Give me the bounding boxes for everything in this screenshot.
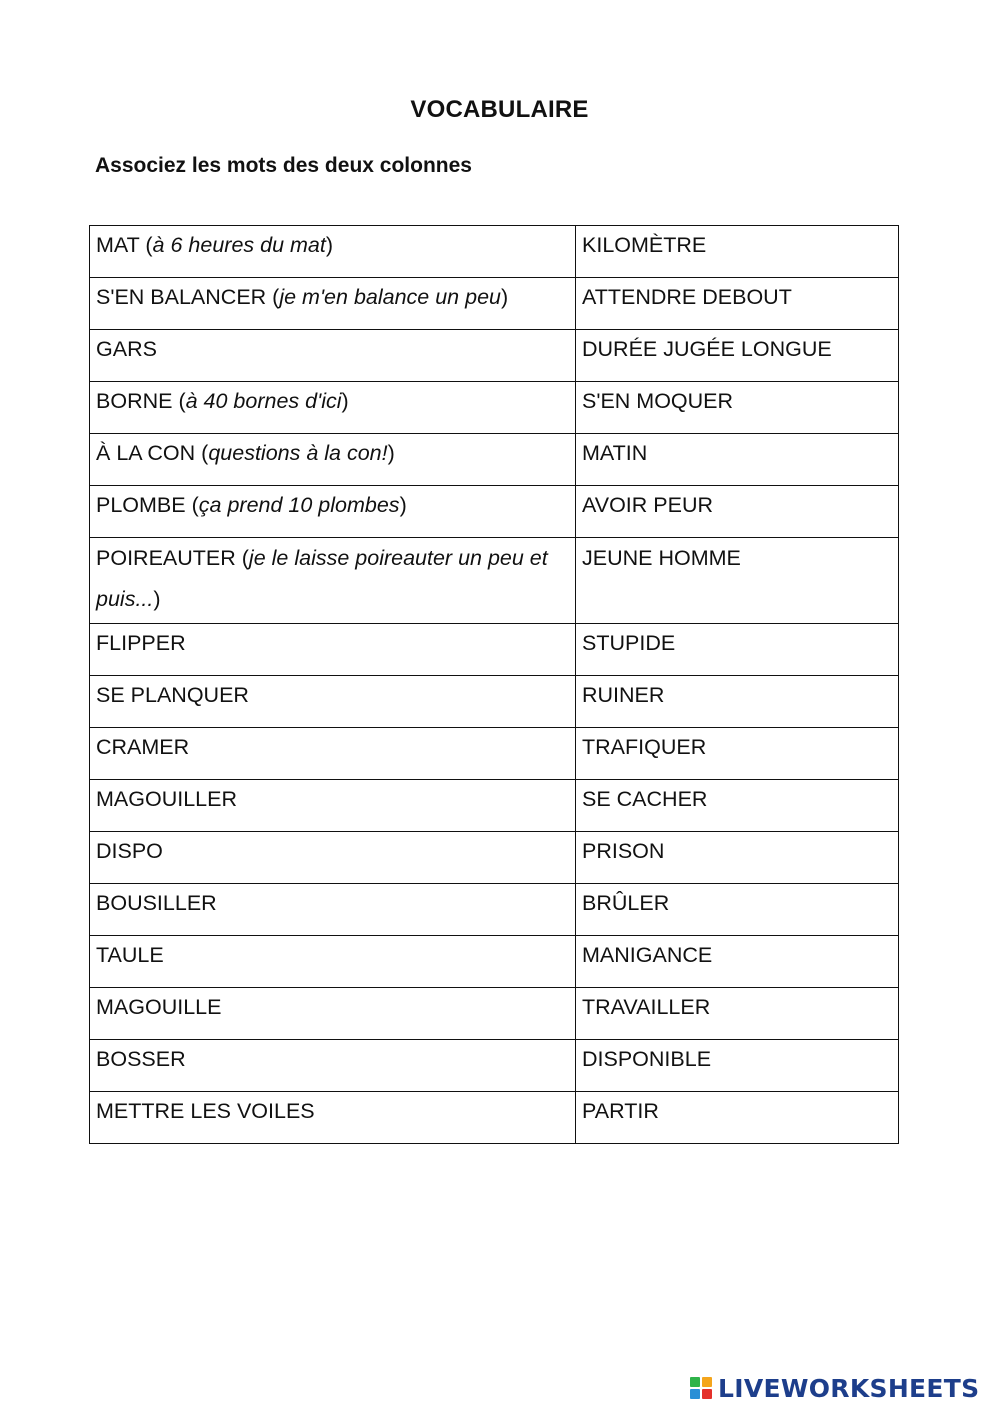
left-term: GARS: [96, 337, 157, 361]
left-term: METTRE LES VOILES: [96, 1099, 315, 1123]
right-definition-cell: [576, 936, 899, 988]
left-term-cell: POIREAUTER (je le laisse poireauter un peu et puis...): [90, 538, 576, 624]
logo-square-icon: [690, 1377, 700, 1387]
table-row: [90, 330, 899, 382]
right-definition: PARTIR: [582, 1099, 659, 1123]
right-definition-cell: [576, 988, 899, 1040]
table-row: [90, 832, 899, 884]
left-term-cell: [90, 330, 576, 382]
right-definition: TRAFIQUER: [582, 735, 707, 759]
table-row: [90, 382, 899, 434]
table-row: [90, 486, 899, 538]
left-term: À LA CON: [96, 441, 196, 465]
left-term: BORNE: [96, 389, 173, 413]
table-row: [90, 988, 899, 1040]
left-term: CRAMER: [96, 735, 190, 759]
right-definition-cell: [576, 832, 899, 884]
right-definition: DURÉE JUGÉE LONGUE: [582, 337, 832, 361]
table-row: [90, 728, 899, 780]
left-term: S'EN BALANCER: [96, 285, 267, 309]
left-term: POIREAUTER: [96, 546, 236, 570]
table-row: [90, 278, 899, 330]
liveworksheets-logo: [690, 1375, 979, 1401]
left-term: MAT: [96, 233, 140, 257]
table-row: [90, 1092, 899, 1144]
right-definition-cell: [576, 434, 899, 486]
left-term: PLOMBE: [96, 493, 186, 517]
left-term-cell: [90, 936, 576, 988]
table-row: [90, 780, 899, 832]
right-definition-cell: [576, 1040, 899, 1092]
usage-example: ça prend 10 plombes: [198, 493, 400, 517]
left-term: DISPO: [96, 839, 163, 863]
table-row: [90, 434, 899, 486]
left-term-cell: [90, 1040, 576, 1092]
right-definition: STUPIDE: [582, 631, 676, 655]
liveworksheets-logo-icon: [690, 1377, 712, 1399]
left-term-cell: À LA CON (questions à la con!): [90, 434, 576, 486]
right-definition: AVOIR PEUR: [582, 493, 714, 517]
right-definition: KILOMÈTRE: [582, 233, 707, 257]
right-definition-cell: [576, 676, 899, 728]
usage-example: à 40 bornes d'ici: [185, 389, 342, 413]
instruction-text: Associez les mots des deux colonnes: [95, 154, 472, 177]
left-term-cell: S'EN BALANCER (je m'en balance un peu): [90, 278, 576, 330]
table-row: [90, 1040, 899, 1092]
right-definition: JEUNE HOMME: [582, 546, 741, 570]
left-term: MAGOUILLER: [96, 787, 237, 811]
logo-square-icon: [702, 1389, 712, 1399]
liveworksheets-logo-text: LIVEWORKSHEETS: [718, 1373, 980, 1403]
right-definition-cell: [576, 486, 899, 538]
left-term: FLIPPER: [96, 631, 186, 655]
table-row: [90, 624, 899, 676]
page-title: VOCABULAIRE: [410, 96, 589, 123]
left-term-cell: BORNE (à 40 bornes d'ici): [90, 382, 576, 434]
left-term-cell: [90, 728, 576, 780]
right-definition: ATTENDRE DEBOUT: [582, 285, 792, 309]
left-term: BOSSER: [96, 1047, 186, 1071]
right-definition-cell: [576, 884, 899, 936]
right-definition: PRISON: [582, 839, 665, 863]
right-definition: S'EN MOQUER: [582, 389, 734, 413]
left-term: BOUSILLER: [96, 891, 217, 915]
left-term-cell: [90, 624, 576, 676]
right-definition: BRÛLER: [582, 891, 670, 915]
usage-example: à 6 heures du mat: [152, 233, 326, 257]
left-term-cell: MAT (à 6 heures du mat): [90, 226, 576, 278]
right-definition: TRAVAILLER: [582, 995, 711, 1019]
right-definition: SE CACHER: [582, 787, 708, 811]
left-term: SE PLANQUER: [96, 683, 249, 707]
table-row: [90, 226, 899, 278]
left-term-cell: [90, 884, 576, 936]
left-term-cell: [90, 832, 576, 884]
vocabulary-table: [89, 225, 899, 1144]
right-definition-cell: [576, 226, 899, 278]
logo-square-icon: [690, 1389, 700, 1399]
right-definition: MANIGANCE: [582, 943, 713, 967]
right-definition: MATIN: [582, 441, 648, 465]
table-row: [90, 936, 899, 988]
table-row: [90, 676, 899, 728]
right-definition-cell: [576, 780, 899, 832]
left-term-cell: [90, 780, 576, 832]
right-definition-cell: [576, 538, 899, 624]
right-definition: DISPONIBLE: [582, 1047, 712, 1071]
logo-square-icon: [702, 1377, 712, 1387]
right-definition-cell: [576, 1092, 899, 1144]
right-definition: RUINER: [582, 683, 665, 707]
usage-example: je m'en balance un peu: [279, 285, 501, 309]
left-term: TAULE: [96, 943, 164, 967]
left-term-cell: PLOMBE (ça prend 10 plombes): [90, 486, 576, 538]
right-definition-cell: [576, 278, 899, 330]
left-term-cell: [90, 1092, 576, 1144]
usage-example: questions à la con!: [208, 441, 388, 465]
table-row: [90, 538, 899, 624]
left-term: MAGOUILLE: [96, 995, 222, 1019]
right-definition-cell: [576, 624, 899, 676]
left-term-cell: [90, 988, 576, 1040]
table-row: [90, 884, 899, 936]
usage-example: je le laisse poireauter un peu et puis...: [96, 546, 548, 611]
right-definition-cell: [576, 330, 899, 382]
right-definition-cell: [576, 382, 899, 434]
left-term-cell: [90, 676, 576, 728]
right-definition-cell: [576, 728, 899, 780]
